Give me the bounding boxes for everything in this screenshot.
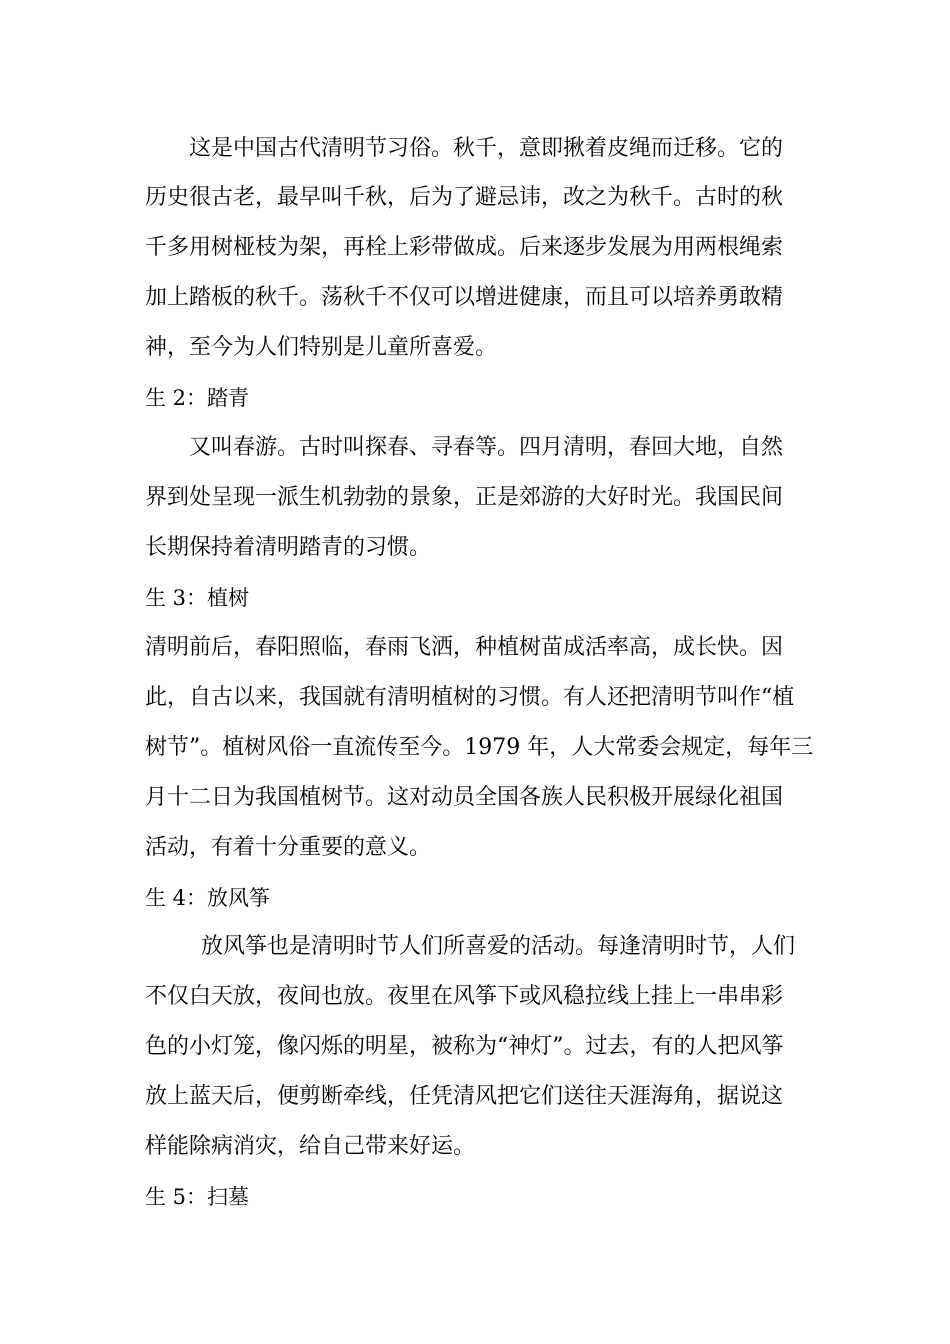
paragraph-swing-line-2: 历史很古老，最早叫千秋，后为了避忌讳，改之为秋千。古时的秋: [145, 185, 784, 210]
paragraph-planting-line-2: 此，自古以来，我国就有清明植树的习惯。有人还把清明节叫作“植: [145, 685, 795, 710]
paragraph-planting-line-4: 月十二日为我国植树节。这对动员全国各族人民积极开展绿化祖国: [145, 785, 784, 810]
heading-student-2: 生 2：踏青: [145, 386, 250, 410]
paragraph-kite-line-2: 不仅白天放，夜间也放。夜里在风筝下或风稳拉线上挂上一串串彩: [145, 984, 784, 1009]
paragraph-kite-line-1: 放风筝也是清明时节人们所喜爱的活动。每逢清明时节，人们: [201, 934, 796, 959]
paragraph-outing-line-1: 又叫春游。古时叫探春、寻春等。四月清明，春回大地，自然: [189, 435, 784, 460]
paragraph-outing-line-3: 长期保持着清明踏青的习惯。: [145, 535, 432, 560]
heading-student-4: 生 4：放风筝: [145, 886, 271, 910]
paragraph-outing-line-2: 界到处呈现一派生机勃勃的景象，正是郊游的大好时光。我国民间: [145, 485, 784, 510]
paragraph-planting-line-1: 清明前后，春阳照临，春雨飞洒，种植树苗成活率高，成长快。因: [145, 635, 784, 660]
paragraph-kite-line-3: 色的小灯笼，像闪烁的明星，被称为“神灯”。过去，有的人把风筝: [145, 1034, 784, 1059]
paragraph-swing-line-3: 千多用树桠枝为架，再栓上彩带做成。后来逐步发展为用两根绳索: [145, 235, 784, 260]
paragraph-swing-line-5: 神，至今为人们特别是儿童所喜爱。: [145, 335, 498, 360]
paragraph-swing-line-4: 加上踏板的秋千。荡秋千不仅可以增进健康，而且可以培养勇敢精: [145, 285, 784, 310]
paragraph-kite-line-5: 样能除病消灾，给自己带来好运。: [145, 1134, 476, 1159]
paragraph-swing-line-1: 这是中国古代清明节习俗。秋千，意即揪着皮绳而迁移。它的: [189, 136, 784, 161]
paragraph-planting-line-3: 树节”。植树风俗一直流传至今。1979 年，人大常委会规定，每年三: [145, 735, 814, 760]
heading-student-5: 生 5：扫墓: [145, 1185, 250, 1209]
paragraph-kite-line-4: 放上蓝天后，便剪断牵线，任凭清风把它们送往天涯海角，据说这: [145, 1084, 784, 1109]
paragraph-planting-line-5: 活动，有着十分重要的意义。: [145, 835, 432, 860]
heading-student-3: 生 3：植树: [145, 586, 250, 610]
